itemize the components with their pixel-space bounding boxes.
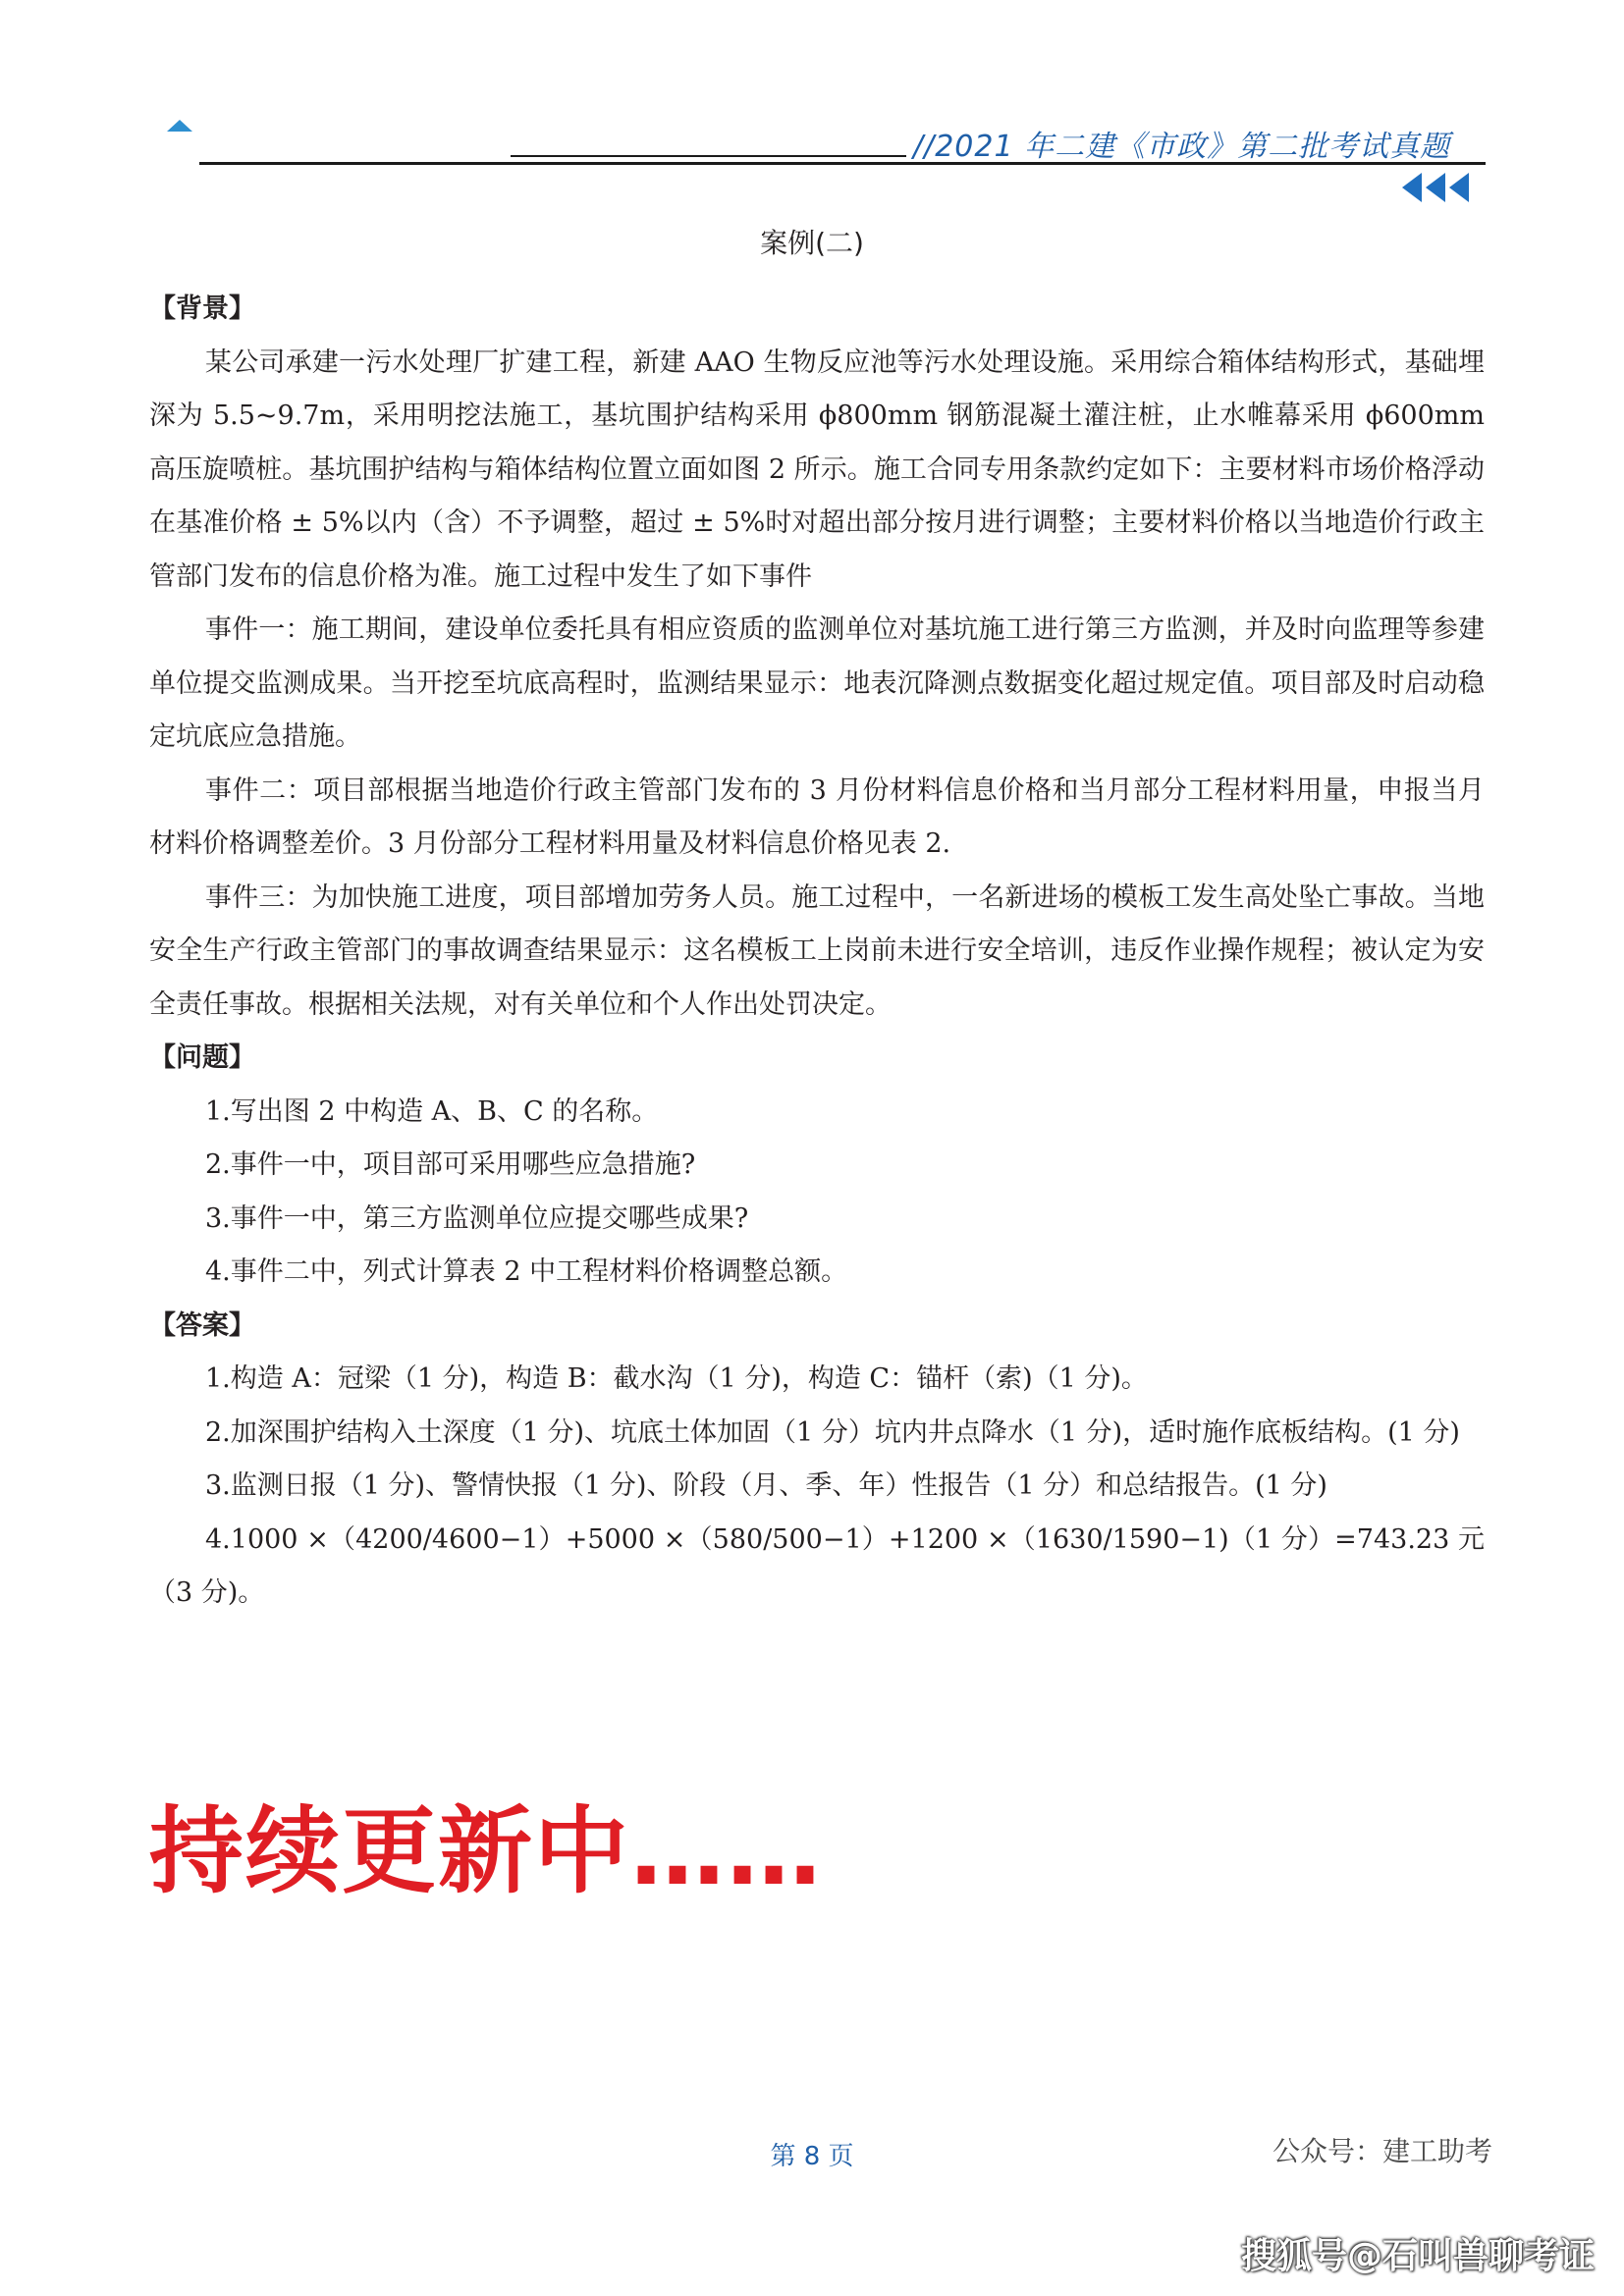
update-banner: 持续更新中…… — [149, 1796, 823, 1906]
question-item: 1.写出图 2 中构造 A、B、C 的名称。 — [205, 1095, 659, 1127]
event-one-paragraph: 事件一：施工期间，建设单位委托具有相应资质的监测单位对基坑施工进行第三方监测，并及时向监理等参建单位提交监测成果。当开挖至坑底高程时，监测结果显示：地表沉降测点数据变化超过规定值。项目部及时启动稳定坑底应急措施。 — [149, 614, 1485, 752]
document-body — [149, 283, 1485, 1621]
watermark: 搜狐号@石叫兽聊考证 — [1240, 2236, 1595, 2276]
questions-heading: 【问题】 — [149, 1042, 255, 1073]
event-three-paragraph: 事件三：为加快施工进度，项目部增加劳务人员。施工过程中，一名新进场的模板工发生高处坠亡事故。当地安全生产行政主管部门的事故调查结果显示：这名模板工上岗前未进行安全培训，违反作业操作规程；被认定为安全责任事故。根据相关法规，对有关单位和个人作出处罚决定。 — [149, 881, 1485, 1020]
answer-item: 1.构造 A：冠梁（1 分)，构造 B：截水沟（1 分)，构造 C：锚杆（索)（1 分)。 — [205, 1363, 1148, 1394]
answer-item: 4.1000 ×（4200/4600−1）+5000 ×（580/500−1）+1200 ×（1630/1590−1)（1 分）=743.23 元（3 分)。 — [149, 1523, 1485, 1608]
header-rule-short — [511, 155, 906, 157]
header-title: //2021 年二建《市政》第二批考试真题 — [913, 130, 1451, 164]
arrow-left-icon — [1402, 173, 1422, 202]
event-two-paragraph: 事件二：项目部根据当地造价行政主管部门发布的 3 月份材料信息价格和当月部分工程材料用量，申报当月材料价格调整差价。3 月份部分工程材料用量及材料信息价格见表 2. — [149, 774, 1485, 859]
question-item: 3.事件一中，第三方监测单位应提交哪些成果? — [205, 1202, 749, 1234]
wechat-account-label: 公众号：建工助考 — [1272, 2135, 1493, 2167]
header-arrows — [1402, 173, 1469, 204]
question-item: 2.事件一中，项目部可采用哪些应急措施? — [205, 1149, 696, 1180]
answer-item: 2.加深围护结构入土深度（1 分)、坑底土体加固（1 分）坑内井点降水（1 分)，适时施作底板结构。(1 分) — [205, 1416, 1460, 1448]
arrow-left-icon — [1426, 173, 1445, 202]
page-number: 第 8 页 — [770, 2142, 854, 2171]
section-title: 案例(二) — [760, 227, 864, 259]
header-triangle-icon — [167, 120, 192, 132]
arrow-left-icon — [1449, 173, 1469, 202]
answers-heading: 【答案】 — [149, 1309, 255, 1341]
question-item: 4.事件二中，列式计算表 2 中工程材料价格调整总额。 — [205, 1256, 848, 1287]
background-heading: 【背景】 — [149, 294, 255, 324]
background-paragraph: 某公司承建一污水处理厂扩建工程，新建 AAO 生物反应池等污水处理设施。采用综合箱体结构形式，基础埋深为 5.5~9.7m，采用明挖法施工，基坑围护结构采用 ϕ800mm 钢筋混凝土灌注桩，止水帷幕采用 ϕ600mm 高压旋喷桩。基坑围护结构与箱体结构位置立面如图 2 所示。施工合同专用条款约定如下：主要材料市场价格浮动在基准价格 ± 5%以内（含）不予调整，超过 ± 5%时对超出部分按月进行调整；主要材料价格以当地造价行政主管部门发布的信息价格为准。施工过程中发生了如下事件 — [149, 347, 1485, 592]
answer-item: 3.监测日报（1 分)、警情快报（1 分)、阶段（月、季、年）性报告（1 分）和总结报告。(1 分) — [205, 1470, 1327, 1501]
